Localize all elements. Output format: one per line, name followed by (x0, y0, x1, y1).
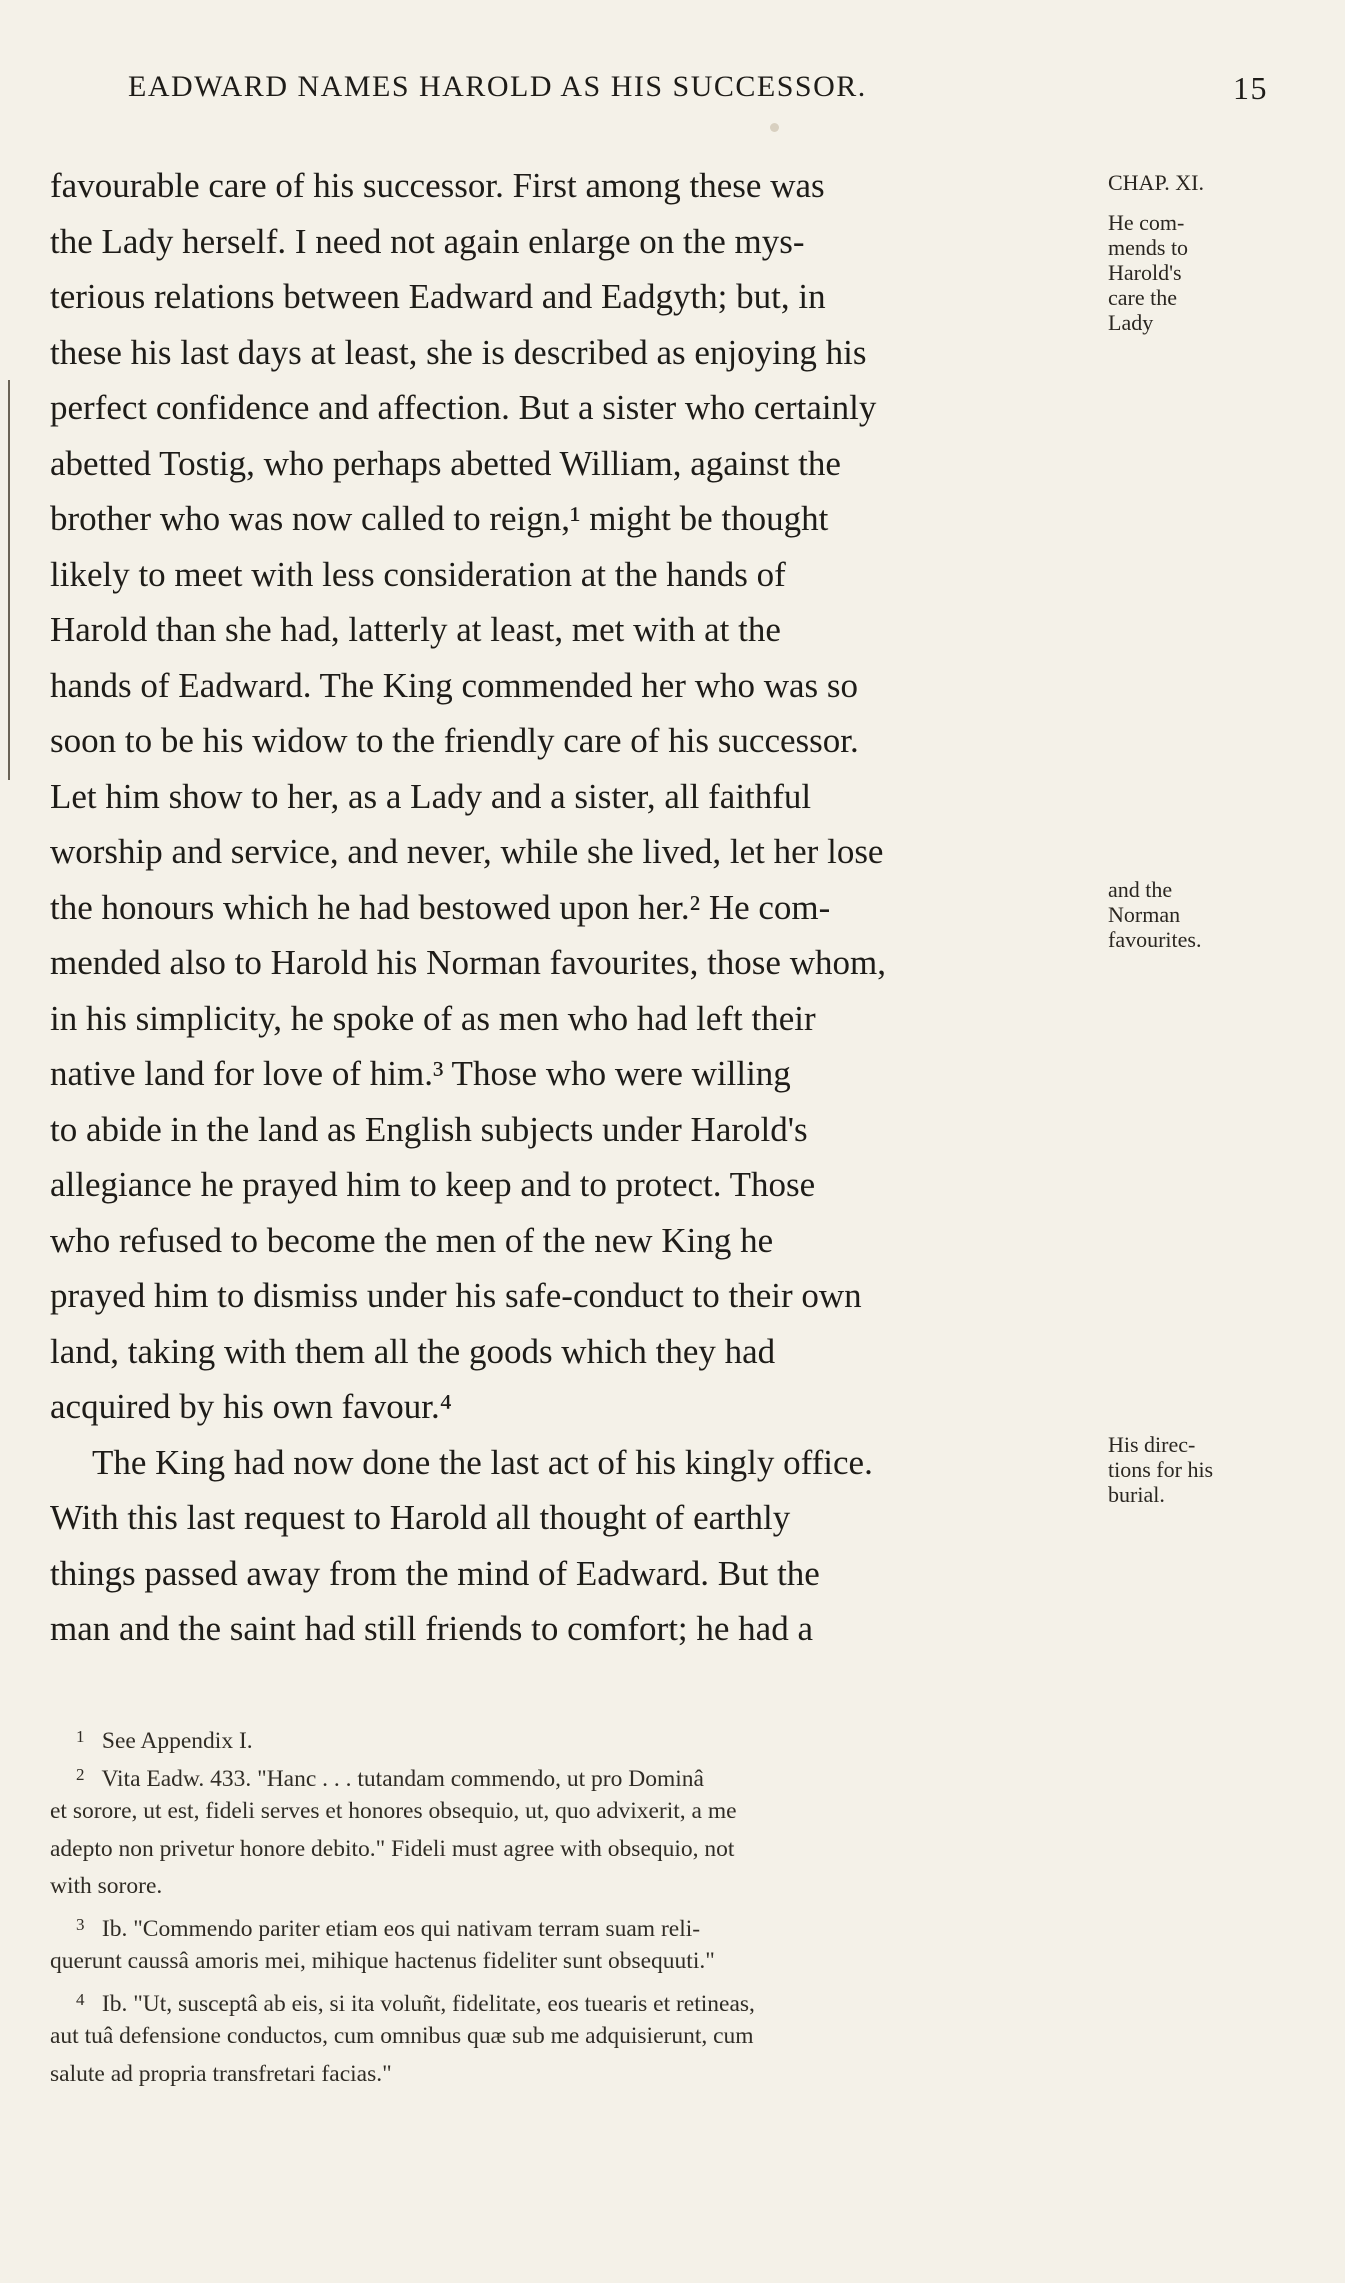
body-line: these his last days at least, she is described as enjoying his (50, 332, 867, 372)
body-line: the Lady herself. I need not again enlarge on the mys- (50, 221, 805, 261)
margin-pencil-mark (8, 380, 10, 780)
margin-note-burial (1108, 1432, 1338, 1507)
footnote-number: 1 (76, 1727, 85, 1746)
body-line: to abide in the land as English subjects under Harold's (50, 1109, 808, 1149)
margin-note-line: care the (1108, 285, 1177, 310)
body-line: brother who was now called to reign,¹ might be thought (50, 499, 829, 538)
margin-note-line: Norman (1108, 902, 1181, 927)
body-line: prayed him to dismiss under his safe-conduct to their own (50, 1276, 862, 1315)
footnote-number: 3 (76, 1914, 85, 1934)
footnote-number: 4 (76, 1989, 85, 2009)
body-line: in his simplicity, he spoke of as men who had left their (50, 998, 816, 1038)
body-line: allegiance he prayed him to keep and to protect. Those (50, 1165, 816, 1204)
footnotes (50, 1718, 1110, 2093)
running-head (128, 70, 1268, 110)
margin-note-line: and the (1108, 877, 1173, 902)
footnote-4 (50, 1981, 1110, 2019)
body-line: perfect confidence and affection. But a sister who certainly (50, 388, 877, 427)
body-text (50, 158, 1110, 1657)
footnote-line: with sorore. (50, 1873, 163, 1899)
body-line: native land for love of him.³ Those who were willing (50, 1054, 791, 1093)
page-number: 15 (1233, 70, 1268, 106)
footnote-number: 2 (76, 1764, 85, 1784)
footnote-1 (50, 1718, 1110, 1756)
margin-note-line: He com- (1108, 210, 1185, 235)
footnote-text: Ib. "Ut, susceptâ ab eis, si ita voluñt, fidelitate, eos tuearis et retineas, (101, 1990, 755, 2017)
body-line: favourable care of his successor. First among these was (50, 166, 825, 205)
footnote-3 (50, 1906, 1110, 1944)
footnote-line: salute ad propria transfretari facias." (50, 2060, 392, 2087)
body-line: abetted Tostig, who perhaps abetted William, against the (50, 443, 841, 483)
footnote-line: et sorore, ut est, fideli serves et honores obsequio, ut, quo advixerit, a me (50, 1798, 737, 1824)
margin-note-line: favourites. (1108, 927, 1202, 952)
body-line: man and the saint had still friends to comfort; he had a (50, 1609, 813, 1648)
margin-note-lady (1108, 210, 1338, 335)
body-line: soon to be his widow to the friendly care of his successor. (50, 721, 859, 760)
body-line: mended also to Harold his Norman favourites, those whom, (50, 943, 886, 982)
body-line: worship and service, and never, while she lived, let her lose (50, 832, 884, 871)
footnote-line: querunt caussâ amoris mei, mihique hactenus fideliter sunt obsequuti." (50, 1948, 715, 1974)
chapter-marker (1108, 170, 1338, 195)
margin-note-line: tions for his (1108, 1457, 1214, 1482)
margin-note-line: Harold's (1108, 260, 1182, 285)
body-line: acquired by his own favour.⁴ (50, 1387, 452, 1426)
body-line: terious relations between Eadward and Eadgyth; but, in (50, 277, 826, 316)
body-line: likely to meet with less consideration at the hands of (50, 554, 786, 594)
body-line: With this last request to Harold all thought of earthly (50, 1498, 791, 1537)
ink-spot (770, 123, 779, 132)
running-title: EADWARD NAMES HAROLD AS HIS SUCCESSOR. (128, 70, 867, 103)
footnote-2 (50, 1756, 1110, 1794)
margin-note-line: Lady (1108, 310, 1154, 335)
paragraph-start-line: The King had now done the last act of his kingly office. (92, 1442, 873, 1482)
margin-note-line: burial. (1108, 1482, 1165, 1507)
margin-note-line: mends to (1108, 235, 1189, 260)
footnote-line: adepto non privetur honore debito." Fideli must agree with obsequio, not (50, 1835, 735, 1862)
body-line: Let him show to her, as a Lady and a sister, all faithful (50, 776, 812, 816)
footnote-line: aut tuâ defensione conductos, cum omnibus quæ sub me adquisierunt, cum (50, 2023, 754, 2049)
footnote-text: Vita Eadw. 433. "Hanc . . . tutandam commendo, ut pro Dominâ (101, 1765, 704, 1792)
chapter-label: CHAP. XI. (1108, 170, 1204, 195)
margin-note-line: His direc- (1108, 1432, 1196, 1457)
body-line: hands of Eadward. The King commended her who was so (50, 665, 859, 705)
body-line: land, taking with them all the goods which they had (50, 1331, 776, 1371)
margin-note-norman (1108, 877, 1338, 952)
body-line: who refused to become the men of the new King he (50, 1220, 774, 1260)
body-line: the honours which he had bestowed upon her.² He com- (50, 887, 831, 927)
footnote-text: Ib. "Commendo pariter etiam eos qui nativam terram suam reli- (101, 1915, 701, 1942)
body-line: Harold than she had, latterly at least, met with at the (50, 610, 781, 649)
footnote-text: See Appendix I. (101, 1728, 253, 1754)
body-line: things passed away from the mind of Eadward. But the (50, 1553, 820, 1593)
